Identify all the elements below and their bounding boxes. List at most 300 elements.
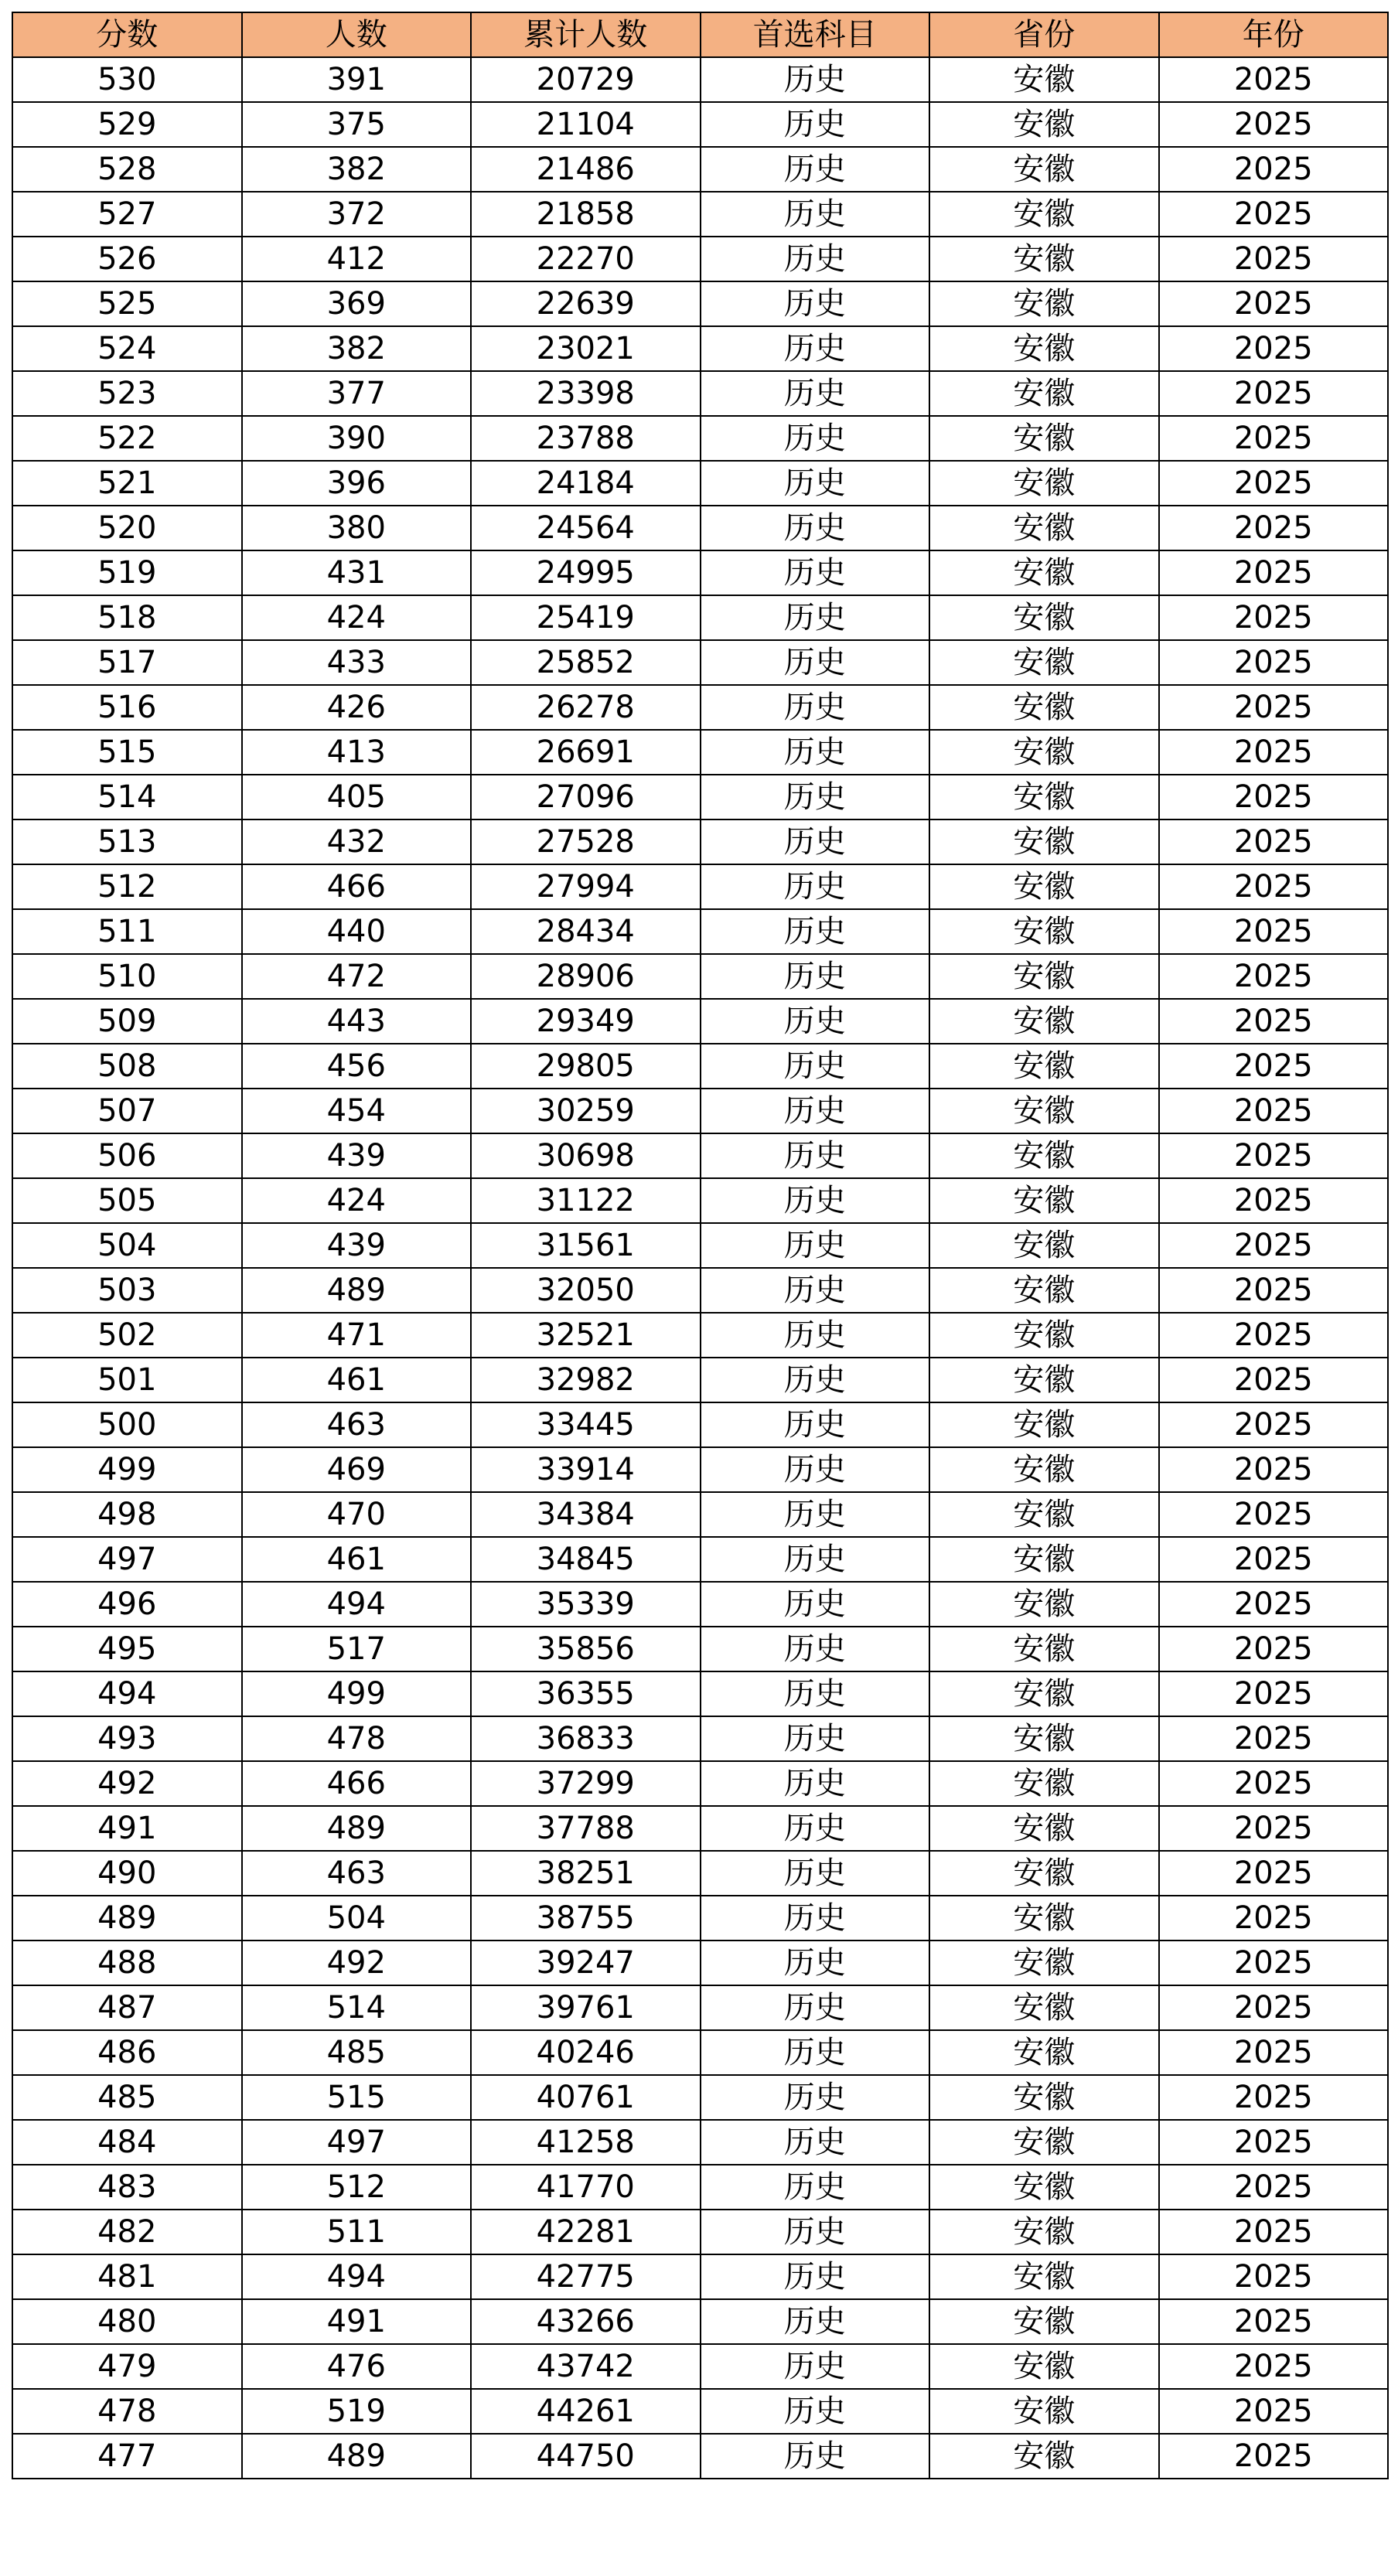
cell-province: 安徽 [929,1313,1159,1358]
table-row [12,506,1388,550]
cell-province: 安徽 [929,775,1159,819]
cell-score: 490 [12,1851,242,1896]
header-cell-year: 年份 [1159,12,1389,57]
cell-cumulative: 21486 [471,147,701,192]
cell-province: 安徽 [929,416,1159,461]
cell-cumulative: 34384 [471,1492,701,1537]
cell-subject: 历史 [701,2434,930,2479]
cell-cumulative: 34845 [471,1537,701,1582]
cell-cumulative: 38251 [471,1851,701,1896]
cell-year: 2025 [1159,775,1389,819]
cell-province: 安徽 [929,819,1159,864]
cell-year: 2025 [1159,640,1389,685]
cell-subject: 历史 [701,416,930,461]
table-row [12,730,1388,775]
table-row [12,2254,1388,2299]
cell-year: 2025 [1159,1358,1389,1402]
cell-cumulative: 40761 [471,2075,701,2120]
table-row [12,1806,1388,1851]
cell-year: 2025 [1159,999,1389,1044]
cell-year: 2025 [1159,595,1389,640]
cell-score: 514 [12,775,242,819]
cell-subject: 历史 [701,192,930,237]
cell-subject: 历史 [701,147,930,192]
cell-subject: 历史 [701,2210,930,2254]
cell-cumulative: 31122 [471,1178,701,1223]
cell-count: 439 [242,1223,472,1268]
cell-subject: 历史 [701,1985,930,2030]
cell-count: 454 [242,1089,472,1133]
cell-cumulative: 21858 [471,192,701,237]
cell-year: 2025 [1159,819,1389,864]
cell-subject: 历史 [701,237,930,281]
table-row [12,1089,1388,1133]
cell-year: 2025 [1159,2210,1389,2254]
header-row [12,12,1388,57]
table-row [12,999,1388,1044]
cell-count: 432 [242,819,472,864]
cell-province: 安徽 [929,1896,1159,1941]
cell-year: 2025 [1159,954,1389,999]
cell-count: 504 [242,1896,472,1941]
cell-subject: 历史 [701,2344,930,2389]
cell-score: 502 [12,1313,242,1358]
header-cell-subject: 首选科目 [701,12,930,57]
cell-province: 安徽 [929,1537,1159,1582]
cell-year: 2025 [1159,1133,1389,1178]
table-row [12,685,1388,730]
cell-count: 476 [242,2344,472,2389]
table-row [12,2030,1388,2075]
table-row [12,1985,1388,2030]
cell-cumulative: 41770 [471,2165,701,2210]
cell-year: 2025 [1159,1313,1389,1358]
cell-score: 489 [12,1896,242,1941]
cell-province: 安徽 [929,2075,1159,2120]
table-row [12,1133,1388,1178]
cell-year: 2025 [1159,2120,1389,2165]
cell-cumulative: 29349 [471,999,701,1044]
table-row [12,819,1388,864]
cell-province: 安徽 [929,2030,1159,2075]
table-row [12,2120,1388,2165]
cell-score: 491 [12,1806,242,1851]
cell-count: 515 [242,2075,472,2120]
cell-year: 2025 [1159,237,1389,281]
cell-count: 461 [242,1358,472,1402]
cell-province: 安徽 [929,909,1159,954]
cell-score: 515 [12,730,242,775]
table-row [12,2165,1388,2210]
cell-province: 安徽 [929,2434,1159,2479]
cell-count: 511 [242,2210,472,2254]
cell-count: 494 [242,1582,472,1627]
cell-subject: 历史 [701,819,930,864]
cell-score: 503 [12,1268,242,1313]
cell-cumulative: 20729 [471,57,701,102]
cell-count: 463 [242,1851,472,1896]
cell-year: 2025 [1159,730,1389,775]
cell-cumulative: 28906 [471,954,701,999]
cell-score: 511 [12,909,242,954]
table-row [12,281,1388,326]
cell-subject: 历史 [701,2299,930,2344]
cell-count: 489 [242,1806,472,1851]
cell-subject: 历史 [701,1851,930,1896]
cell-count: 382 [242,326,472,371]
cell-subject: 历史 [701,550,930,595]
table-row [12,1941,1388,1985]
cell-count: 519 [242,2389,472,2434]
cell-cumulative: 43266 [471,2299,701,2344]
cell-cumulative: 23788 [471,416,701,461]
cell-subject: 历史 [701,2389,930,2434]
cell-year: 2025 [1159,1985,1389,2030]
cell-score: 487 [12,1985,242,2030]
cell-year: 2025 [1159,1044,1389,1089]
cell-cumulative: 32982 [471,1358,701,1402]
cell-province: 安徽 [929,2299,1159,2344]
cell-count: 431 [242,550,472,595]
table-row [12,102,1388,147]
cell-count: 375 [242,102,472,147]
table-row [12,2075,1388,2120]
cell-province: 安徽 [929,1089,1159,1133]
cell-score: 510 [12,954,242,999]
cell-count: 466 [242,864,472,909]
cell-score: 504 [12,1223,242,1268]
cell-subject: 历史 [701,461,930,506]
cell-year: 2025 [1159,371,1389,416]
table-row [12,1268,1388,1313]
cell-province: 安徽 [929,506,1159,550]
cell-year: 2025 [1159,1223,1389,1268]
cell-cumulative: 42775 [471,2254,701,2299]
cell-subject: 历史 [701,1402,930,1447]
cell-count: 512 [242,2165,472,2210]
cell-subject: 历史 [701,1268,930,1313]
cell-count: 440 [242,909,472,954]
cell-score: 483 [12,2165,242,2210]
cell-count: 463 [242,1402,472,1447]
cell-cumulative: 35339 [471,1582,701,1627]
cell-score: 485 [12,2075,242,2120]
table-row [12,2299,1388,2344]
cell-count: 514 [242,1985,472,2030]
cell-province: 安徽 [929,326,1159,371]
cell-year: 2025 [1159,1178,1389,1223]
cell-cumulative: 38755 [471,1896,701,1941]
cell-cumulative: 39247 [471,1941,701,1985]
cell-count: 489 [242,1268,472,1313]
cell-year: 2025 [1159,1268,1389,1313]
cell-cumulative: 40246 [471,2030,701,2075]
table-row [12,371,1388,416]
cell-province: 安徽 [929,1133,1159,1178]
cell-year: 2025 [1159,2075,1389,2120]
cell-province: 安徽 [929,1716,1159,1761]
cell-province: 安徽 [929,371,1159,416]
table-row [12,1447,1388,1492]
cell-score: 524 [12,326,242,371]
cell-count: 377 [242,371,472,416]
cell-subject: 历史 [701,1627,930,1671]
cell-cumulative: 25419 [471,595,701,640]
cell-province: 安徽 [929,461,1159,506]
cell-count: 485 [242,2030,472,2075]
cell-province: 安徽 [929,864,1159,909]
cell-year: 2025 [1159,102,1389,147]
cell-count: 491 [242,2299,472,2344]
cell-count: 396 [242,461,472,506]
cell-score: 480 [12,2299,242,2344]
cell-year: 2025 [1159,281,1389,326]
table-row [12,1761,1388,1806]
cell-score: 484 [12,2120,242,2165]
cell-cumulative: 36355 [471,1671,701,1716]
cell-year: 2025 [1159,864,1389,909]
cell-year: 2025 [1159,909,1389,954]
cell-province: 安徽 [929,1044,1159,1089]
cell-cumulative: 44261 [471,2389,701,2434]
cell-score: 477 [12,2434,242,2479]
table-row [12,2344,1388,2389]
cell-score: 509 [12,999,242,1044]
cell-cumulative: 37788 [471,1806,701,1851]
cell-province: 安徽 [929,192,1159,237]
cell-cumulative: 36833 [471,1716,701,1761]
cell-score: 488 [12,1941,242,1985]
table-row [12,864,1388,909]
cell-subject: 历史 [701,1133,930,1178]
cell-province: 安徽 [929,1806,1159,1851]
cell-province: 安徽 [929,102,1159,147]
cell-cumulative: 24564 [471,506,701,550]
cell-subject: 历史 [701,640,930,685]
cell-subject: 历史 [701,685,930,730]
cell-province: 安徽 [929,1761,1159,1806]
cell-subject: 历史 [701,1492,930,1537]
cell-cumulative: 23021 [471,326,701,371]
cell-subject: 历史 [701,1223,930,1268]
cell-score: 508 [12,1044,242,1089]
cell-province: 安徽 [929,640,1159,685]
cell-province: 安徽 [929,1671,1159,1716]
cell-cumulative: 43742 [471,2344,701,2389]
cell-score: 513 [12,819,242,864]
cell-score: 497 [12,1537,242,1582]
cell-province: 安徽 [929,1223,1159,1268]
cell-cumulative: 32050 [471,1268,701,1313]
table-row [12,1358,1388,1402]
cell-subject: 历史 [701,595,930,640]
cell-province: 安徽 [929,57,1159,102]
cell-subject: 历史 [701,1178,930,1223]
cell-cumulative: 33914 [471,1447,701,1492]
cell-year: 2025 [1159,1806,1389,1851]
cell-score: 500 [12,1402,242,1447]
cell-count: 412 [242,237,472,281]
cell-province: 安徽 [929,2254,1159,2299]
cell-province: 安徽 [929,1941,1159,1985]
cell-score: 517 [12,640,242,685]
cell-subject: 历史 [701,864,930,909]
cell-cumulative: 39761 [471,1985,701,2030]
cell-year: 2025 [1159,2165,1389,2210]
cell-subject: 历史 [701,909,930,954]
cell-score: 527 [12,192,242,237]
cell-year: 2025 [1159,2030,1389,2075]
cell-province: 安徽 [929,954,1159,999]
cell-province: 安徽 [929,1582,1159,1627]
cell-year: 2025 [1159,2299,1389,2344]
cell-score: 521 [12,461,242,506]
header-cell-cumulative: 累计人数 [471,12,701,57]
cell-province: 安徽 [929,237,1159,281]
table-row [12,326,1388,371]
cell-year: 2025 [1159,2389,1389,2434]
cell-year: 2025 [1159,57,1389,102]
cell-count: 469 [242,1447,472,1492]
cell-province: 安徽 [929,1851,1159,1896]
cell-cumulative: 30698 [471,1133,701,1178]
cell-score: 505 [12,1178,242,1223]
cell-count: 497 [242,2120,472,2165]
cell-year: 2025 [1159,147,1389,192]
cell-count: 369 [242,281,472,326]
cell-subject: 历史 [701,1358,930,1402]
header-cell-score: 分数 [12,12,242,57]
cell-subject: 历史 [701,2254,930,2299]
cell-cumulative: 22639 [471,281,701,326]
cell-count: 426 [242,685,472,730]
cell-cumulative: 24184 [471,461,701,506]
cell-year: 2025 [1159,1716,1389,1761]
cell-cumulative: 26691 [471,730,701,775]
table-row [12,954,1388,999]
table-row [12,775,1388,819]
cell-cumulative: 44750 [471,2434,701,2479]
cell-province: 安徽 [929,2210,1159,2254]
cell-subject: 历史 [701,1761,930,1806]
cell-cumulative: 27528 [471,819,701,864]
cell-year: 2025 [1159,1582,1389,1627]
cell-count: 413 [242,730,472,775]
cell-count: 380 [242,506,472,550]
cell-year: 2025 [1159,1492,1389,1537]
table-row [12,1313,1388,1358]
cell-count: 372 [242,192,472,237]
table-row [12,1582,1388,1627]
cell-score: 499 [12,1447,242,1492]
table-row [12,595,1388,640]
cell-count: 471 [242,1313,472,1358]
table-row [12,2389,1388,2434]
cell-score: 486 [12,2030,242,2075]
cell-score: 498 [12,1492,242,1537]
cell-score: 506 [12,1133,242,1178]
cell-subject: 历史 [701,1671,930,1716]
cell-year: 2025 [1159,1671,1389,1716]
cell-province: 安徽 [929,2165,1159,2210]
cell-subject: 历史 [701,730,930,775]
table-row [12,192,1388,237]
cell-year: 2025 [1159,326,1389,371]
cell-province: 安徽 [929,1268,1159,1313]
cell-cumulative: 33445 [471,1402,701,1447]
cell-subject: 历史 [701,775,930,819]
cell-score: 479 [12,2344,242,2389]
cell-subject: 历史 [701,1313,930,1358]
cell-subject: 历史 [701,1447,930,1492]
cell-cumulative: 27096 [471,775,701,819]
cell-score: 478 [12,2389,242,2434]
cell-year: 2025 [1159,1896,1389,1941]
cell-count: 382 [242,147,472,192]
table-row [12,2210,1388,2254]
cell-count: 470 [242,1492,472,1537]
cell-province: 安徽 [929,1178,1159,1223]
table-row [12,1671,1388,1716]
cell-year: 2025 [1159,2254,1389,2299]
cell-year: 2025 [1159,416,1389,461]
cell-score: 525 [12,281,242,326]
table-row [12,1492,1388,1537]
cell-count: 472 [242,954,472,999]
cell-score: 528 [12,147,242,192]
cell-subject: 历史 [701,371,930,416]
cell-year: 2025 [1159,1447,1389,1492]
table-row [12,1627,1388,1671]
cell-province: 安徽 [929,1447,1159,1492]
cell-cumulative: 26278 [471,685,701,730]
table-row [12,1716,1388,1761]
cell-score: 496 [12,1582,242,1627]
cell-subject: 历史 [701,1537,930,1582]
cell-count: 517 [242,1627,472,1671]
cell-year: 2025 [1159,2344,1389,2389]
cell-subject: 历史 [701,999,930,1044]
table-row [12,1537,1388,1582]
cell-province: 安徽 [929,1492,1159,1537]
cell-cumulative: 27994 [471,864,701,909]
cell-subject: 历史 [701,281,930,326]
cell-province: 安徽 [929,1985,1159,2030]
cell-subject: 历史 [701,2120,930,2165]
cell-score: 522 [12,416,242,461]
cell-subject: 历史 [701,1044,930,1089]
cell-cumulative: 21104 [471,102,701,147]
cell-score: 507 [12,1089,242,1133]
cell-cumulative: 30259 [471,1089,701,1133]
cell-subject: 历史 [701,102,930,147]
cell-subject: 历史 [701,1716,930,1761]
cell-count: 489 [242,2434,472,2479]
cell-cumulative: 29805 [471,1044,701,1089]
cell-subject: 历史 [701,1582,930,1627]
cell-cumulative: 37299 [471,1761,701,1806]
cell-year: 2025 [1159,550,1389,595]
cell-count: 461 [242,1537,472,1582]
table-row [12,147,1388,192]
cell-subject: 历史 [701,326,930,371]
table-row [12,1402,1388,1447]
cell-cumulative: 41258 [471,2120,701,2165]
header-cell-province: 省份 [929,12,1159,57]
cell-cumulative: 31561 [471,1223,701,1268]
cell-count: 390 [242,416,472,461]
table-row [12,640,1388,685]
